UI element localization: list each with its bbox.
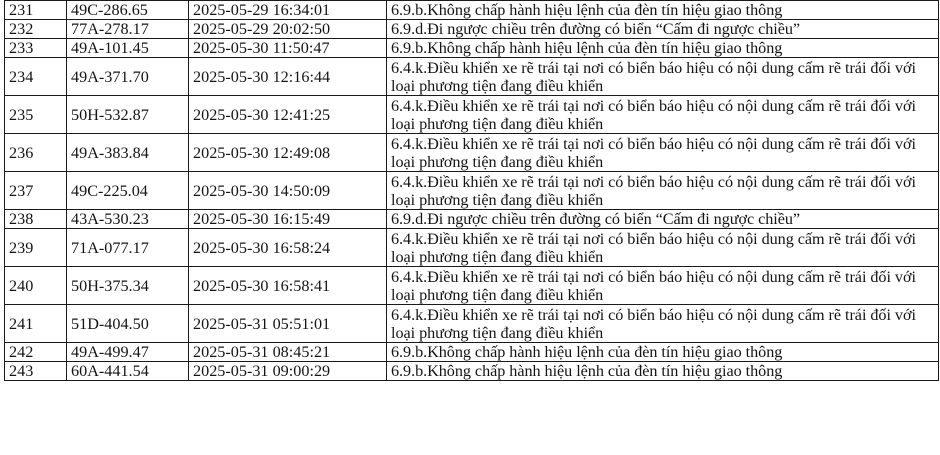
row-number: 240 [5,267,67,305]
violation-description: 6.4.k.Điều khiển xe rẽ trái tại nơi có biển báo hiệu có nội dung cấm rẽ trái đối với loại phương tiện đang điều khiển [387,134,939,172]
row-number: 232 [5,20,67,39]
row-number: 243 [5,362,67,381]
violation-description: 6.9.d.Đi ngược chiều trên đường có biển “Cấm đi ngược chiều” [387,20,939,39]
table-row [5,20,939,39]
violation-description: 6.4.k.Điều khiển xe rẽ trái tại nơi có biển báo hiệu có nội dung cấm rẽ trái đối với loại phương tiện đang điều khiển [387,229,939,267]
row-number: 241 [5,305,67,343]
table-row [5,172,939,210]
violation-description: 6.9.b.Không chấp hành hiệu lệnh của đèn tín hiệu giao thông [387,39,939,58]
violation-time: 2025-05-30 12:41:25 [189,96,387,134]
row-number: 242 [5,343,67,362]
license-plate: 49A-383.84 [67,134,189,172]
violation-time: 2025-05-31 08:45:21 [189,343,387,362]
license-plate: 49C-286.65 [67,1,189,20]
license-plate: 49C-225.04 [67,172,189,210]
violation-time: 2025-05-29 20:02:50 [189,20,387,39]
violation-time: 2025-05-30 11:50:47 [189,39,387,58]
violation-description: 6.4.k.Điều khiển xe rẽ trái tại nơi có biển báo hiệu có nội dung cấm rẽ trái đối với loại phương tiện đang điều khiển [387,58,939,96]
violation-description: 6.9.b.Không chấp hành hiệu lệnh của đèn tín hiệu giao thông [387,1,939,20]
violation-description: 6.9.b.Không chấp hành hiệu lệnh của đèn tín hiệu giao thông [387,343,939,362]
violations-table-body [5,1,939,381]
violation-description: 6.9.b.Không chấp hành hiệu lệnh của đèn tín hiệu giao thông [387,362,939,381]
row-number: 237 [5,172,67,210]
table-row [5,96,939,134]
violation-description: 6.4.k.Điều khiển xe rẽ trái tại nơi có biển báo hiệu có nội dung cấm rẽ trái đối với loại phương tiện đang điều khiển [387,96,939,134]
table-row [5,58,939,96]
table-row [5,134,939,172]
table-row [5,210,939,229]
violation-time: 2025-05-30 14:50:09 [189,172,387,210]
table-row [5,267,939,305]
table-row [5,1,939,20]
violation-time: 2025-05-30 12:49:08 [189,134,387,172]
violation-description: 6.4.k.Điều khiển xe rẽ trái tại nơi có biển báo hiệu có nội dung cấm rẽ trái đối với loại phương tiện đang điều khiển [387,267,939,305]
row-number: 234 [5,58,67,96]
license-plate: 49A-101.45 [67,39,189,58]
table-row [5,229,939,267]
violation-time: 2025-05-30 12:16:44 [189,58,387,96]
license-plate: 50H-532.87 [67,96,189,134]
table-row [5,39,939,58]
row-number: 236 [5,134,67,172]
violations-table [4,0,939,381]
license-plate: 60A-441.54 [67,362,189,381]
row-number: 235 [5,96,67,134]
violation-description: 6.9.d.Đi ngược chiều trên đường có biển “Cấm đi ngược chiều” [387,210,939,229]
violation-time: 2025-05-30 16:58:41 [189,267,387,305]
violation-time: 2025-05-29 16:34:01 [189,1,387,20]
table-row [5,305,939,343]
row-number: 238 [5,210,67,229]
document-page [4,0,938,452]
license-plate: 77A-278.17 [67,20,189,39]
license-plate: 50H-375.34 [67,267,189,305]
license-plate: 43A-530.23 [67,210,189,229]
license-plate: 49A-499.47 [67,343,189,362]
row-number: 231 [5,1,67,20]
violation-description: 6.4.k.Điều khiển xe rẽ trái tại nơi có biển báo hiệu có nội dung cấm rẽ trái đối với loại phương tiện đang điều khiển [387,172,939,210]
license-plate: 51D-404.50 [67,305,189,343]
violation-time: 2025-05-31 09:00:29 [189,362,387,381]
violation-time: 2025-05-30 16:15:49 [189,210,387,229]
license-plate: 71A-077.17 [67,229,189,267]
row-number: 233 [5,39,67,58]
violation-description: 6.4.k.Điều khiển xe rẽ trái tại nơi có biển báo hiệu có nội dung cấm rẽ trái đối với loại phương tiện đang điều khiển [387,305,939,343]
violation-time: 2025-05-31 05:51:01 [189,305,387,343]
row-number: 239 [5,229,67,267]
license-plate: 49A-371.70 [67,58,189,96]
table-row [5,343,939,362]
violation-time: 2025-05-30 16:58:24 [189,229,387,267]
table-row [5,362,939,381]
